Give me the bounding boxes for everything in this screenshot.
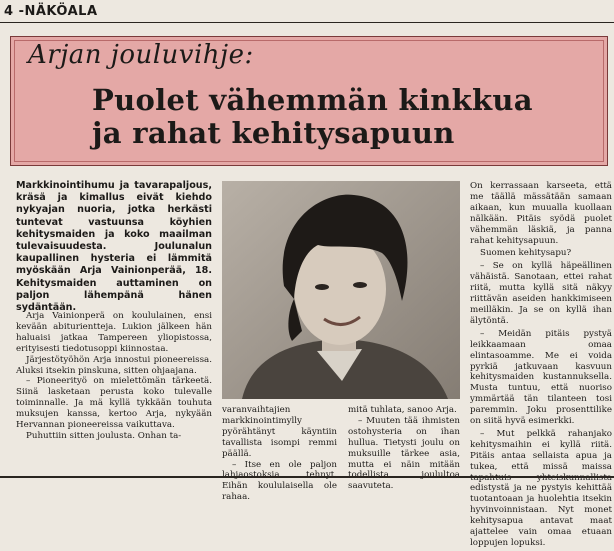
body-paragraph: – Se on kyllä häpeällinen vähäistä. Sanotaan, ettei rahat riitä, mutta kyllä sitä näkyy riittävän aseiden hankkimiseen meilläkin. Ja se on kyllä ihan älytöntä.	[470, 261, 612, 326]
page-header: 4 -NÄKÖALA	[4, 4, 98, 19]
body-paragraph: – Pioneerityö on mielettömän tärkeetä. Siinä lasketaan perusta koko tulevalle toiminnalle. Ja mä kyllä tykkään touhuta muksujen kanssa, kertoo Arja, nykyään Hervannan pioneereissa vaikuttava.	[16, 376, 212, 431]
body-paragraph: Arja Vainionperä on koululainen, ensi kevään abiturientteja. Lukion jälkeen hän haluaisi jatkaa Tampereen yliopistossa, erityisesti tiedotusoppi kiinnostaa.	[16, 311, 212, 354]
body-column-left	[16, 311, 212, 442]
body-paragraph: Järjestötyöhön Arja innostui pioneereissa. Aluksi itsekin pinskuna, sitten ohjaajana.	[16, 354, 212, 376]
body-paragraph: On kerrassaan karseeta, että me täällä mässätään samaan aikaan, kun muualla kuollaan nälkään. Pitäis syödä puolet vähemmän läskiä, ja panna rahat kehitysapuun.	[470, 181, 612, 246]
body-paragraph: mitä tuhlata, sanoo Arja.	[348, 405, 457, 415]
body-column-right	[470, 181, 612, 551]
body-paragraph: – Meidän pitäis pystyä leikkaamaan omaa elintasoamme. Me ei voida pyrkiä jatkuvaan kasvuun kehitysmaiden kustannuksella. Musta tuntuu, että nuoriso ymmärtää tän tilanteen tosi paremmin. Joku prosenttilike on siitä hyvä esimerkki.	[470, 328, 612, 427]
article-kicker: Arjan jouluvihje:	[28, 40, 254, 70]
body-paragraph: – Mut pelkkä rahanjako kehitysmaihin ei kyllä riitä. Pitäis antaa sellaista apua ja tukea, että missä maissa tapahtuis yhteiskunnallista edistystä ja ne pystyis kehittää tuotantoaan ja huolehtia itsekin hyvinvoinnistaan. Nyt monet kehitysapua antavat maat ajattelee vain omaa etuaan loppujen lopuksi.	[470, 428, 612, 548]
portrait-illustration	[222, 181, 460, 399]
title-line-1: Puolet vähemmän kinkkua	[92, 83, 533, 117]
lead-text: Markkinointihumu ja tavarapaljous, kräsä ja kimallus eivät kiehdo nykyajan nuoria, jotka herkästi tuntevat vastuunsa köyhien kehitysmaiden ja koko maailman tulevaisuudesta. Joulunalun kaupallinen hysteria ei lämmitä myöskään Arja Vainionperää, 18. Kehitysmaiden auttaminen on paljon lähempänä hänen sydäntään.	[16, 180, 212, 314]
header-rule	[0, 22, 614, 23]
body-paragraph: Puhuttiin sitten joulusta. Onhan ta-	[26, 430, 182, 441]
body-column-middle-2	[348, 405, 460, 492]
body-column-middle-1	[222, 405, 337, 503]
body-paragraph: varanvaihtajien markkinointimylly pyörähtänyt käyntiin tavallista isompi remmi päällä.	[222, 405, 337, 459]
body-paragraph: – Muuten tää ihmisten ostohysteria on ihan hullua. Tietysti joulu on muksuille tärkee asia, mutta ei näin mitään todellista joulultoa saavuteta.	[348, 415, 460, 492]
lead-paragraph	[16, 180, 212, 314]
title-line-2: ja rahat kehitysapuun	[92, 116, 455, 150]
article-title	[92, 84, 533, 150]
portrait-photo	[222, 181, 460, 399]
footer-rule	[0, 476, 614, 478]
body-paragraph: Suomen kehitysapu?	[480, 248, 572, 259]
body-paragraph: – Itse en ole paljon lahjaostoksia tehnyt. Eihän koululaisella ole rahaa.	[222, 459, 337, 503]
